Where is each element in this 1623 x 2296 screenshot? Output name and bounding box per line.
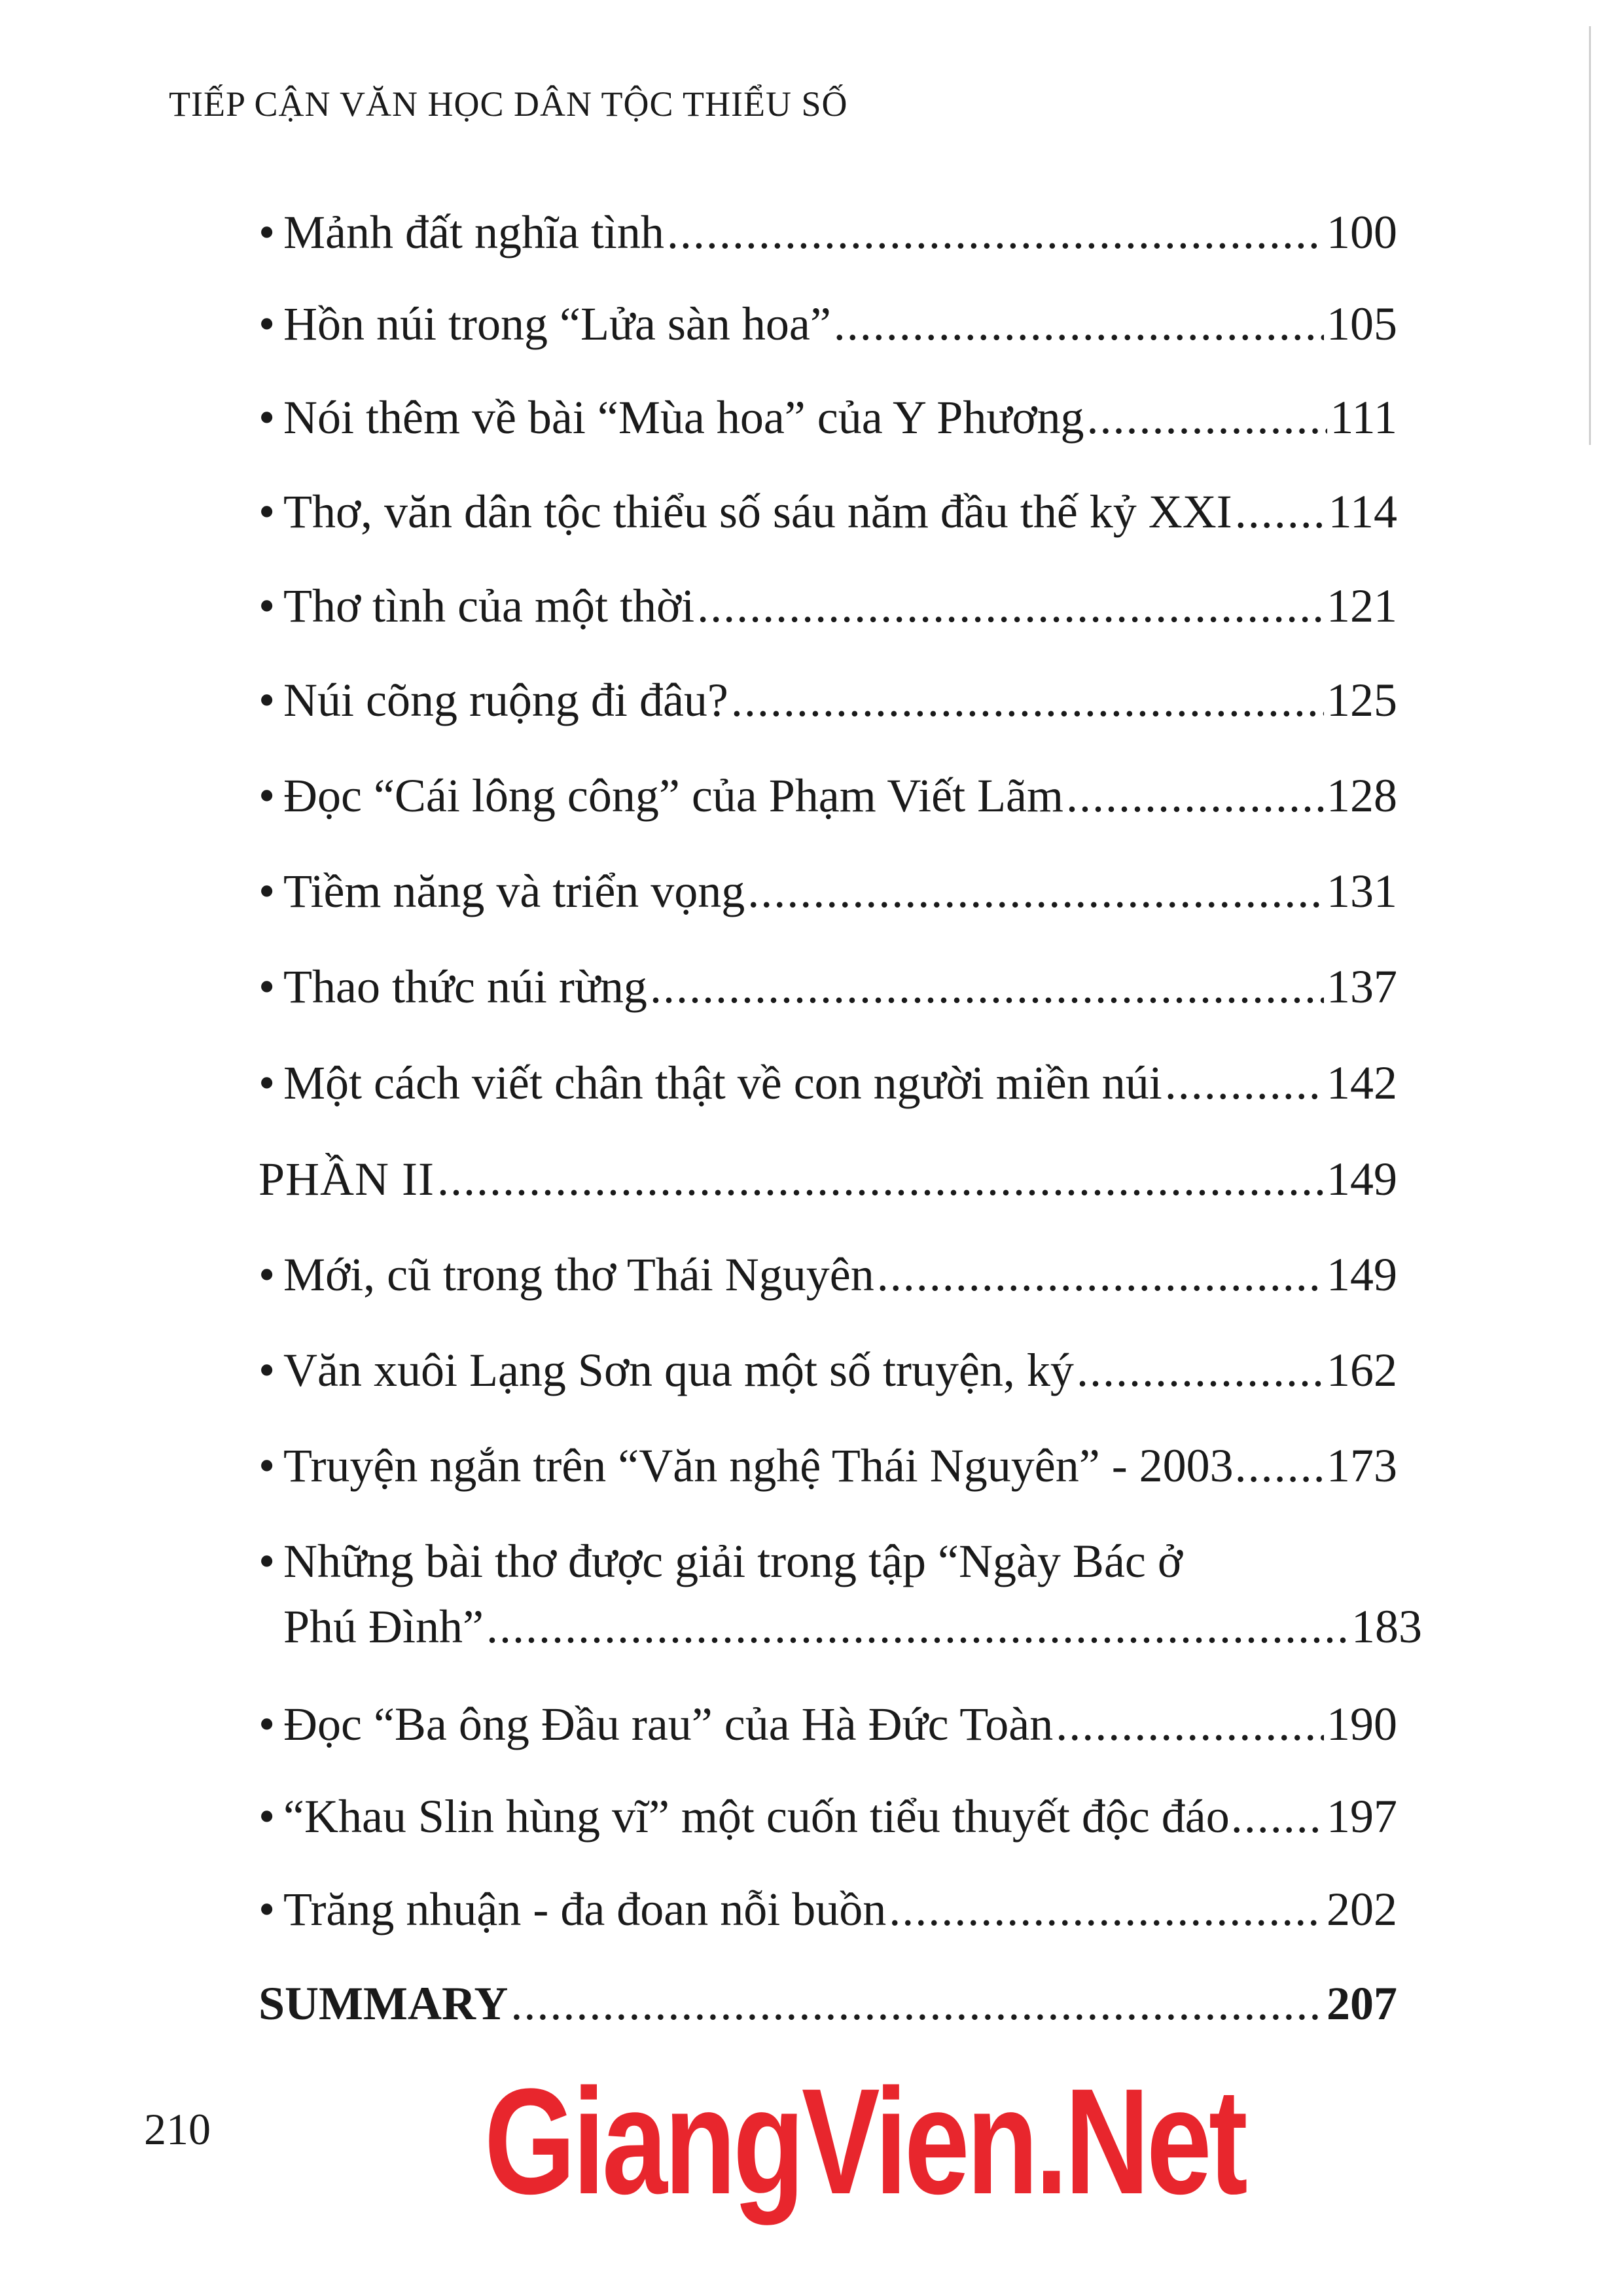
bullet: • [259, 1439, 276, 1492]
toc-entry-title: Trăng nhuận - đa đoan nỗi buồn [283, 1883, 887, 1935]
dot-leader [667, 200, 1324, 265]
toc-entry-title: Văn xuôi Lạng Sơn qua một số truyện, ký [283, 1344, 1074, 1396]
toc-entry [259, 1877, 1397, 1942]
bullet: • [259, 1790, 276, 1843]
dot-leader [697, 573, 1324, 639]
page-edge-line [1589, 26, 1591, 445]
toc-entry-title: Tiềm năng và triển vọng [283, 865, 745, 917]
toc-entry-page: 149 [1327, 1153, 1397, 1205]
bullet: • [259, 298, 276, 350]
toc-entry-page: 131 [1327, 865, 1397, 917]
dot-leader [1165, 1050, 1324, 1116]
toc-entry-title: Hồn núi trong “Lửa sàn hoa” [283, 298, 831, 350]
running-header: TIẾP CẬN VĂN HỌC DÂN TỘC THIỂU SỐ [169, 84, 848, 124]
dot-leader [747, 858, 1324, 924]
dot-leader [486, 1594, 1349, 1659]
watermark: GiangVien.Net [484, 2057, 1245, 2225]
toc-entry [259, 1784, 1397, 1849]
bullet: • [259, 961, 276, 1013]
dot-leader [1077, 1337, 1324, 1403]
toc-entry [259, 200, 1397, 265]
page-number: 210 [144, 2104, 211, 2154]
bullet: • [259, 865, 276, 917]
toc-entry-page: 105 [1327, 298, 1397, 350]
toc-entry-title: Đọc “Cái lông công” của Phạm Viết Lãm [283, 769, 1064, 822]
toc-entry-title: Nói thêm về bài “Mùa hoa” của Y Phương [283, 391, 1084, 444]
dot-leader [877, 1242, 1324, 1307]
toc-entry-page: 128 [1327, 769, 1397, 822]
bullet: • [259, 206, 276, 258]
toc-entry-title: Thơ tình của một thời [283, 580, 695, 632]
dot-leader [1235, 1433, 1325, 1498]
toc-entry [259, 291, 1397, 357]
bullet: • [259, 486, 276, 538]
toc-entry [259, 858, 1397, 924]
toc-entry-page: 137 [1327, 961, 1397, 1013]
dot-leader [834, 291, 1324, 357]
bullet: • [259, 391, 276, 444]
toc-entry-page: 114 [1328, 486, 1397, 538]
dot-leader [889, 1877, 1324, 1942]
toc-entry-title: Truyện ngắn trên “Văn nghệ Thái Nguyên” - 2003 [283, 1439, 1234, 1492]
dot-leader [650, 954, 1324, 1019]
toc-entry-page: 100 [1327, 206, 1397, 258]
toc-entry-page: 183 [1351, 1600, 1422, 1653]
toc-entry [259, 763, 1397, 828]
dot-leader [1235, 479, 1326, 544]
toc-summary-title: SUMMARY [259, 1977, 508, 2030]
dot-leader [731, 667, 1324, 733]
toc-entry-title-continuation: Phú Đình” [283, 1600, 484, 1653]
toc-entry-page: 111 [1330, 391, 1397, 444]
toc-entry-title: “Khau Slin hùng vĩ” một cuốn tiểu thuyết độc đáo [283, 1790, 1230, 1843]
dot-leader [1086, 385, 1327, 450]
toc-entry-page: 149 [1327, 1248, 1397, 1301]
toc-entry-title: Thao thức núi rừng [283, 961, 647, 1013]
bullet: • [259, 769, 276, 822]
toc-entry-page: 173 [1327, 1439, 1397, 1492]
bullet: • [259, 1535, 276, 1587]
toc-entry [259, 479, 1397, 544]
toc-entry-title: Một cách viết chân thật về con người miền núi [283, 1057, 1162, 1109]
toc-entry-page: 207 [1327, 1977, 1397, 2030]
toc-entry [259, 1433, 1397, 1498]
toc-section-title: PHẦN II [259, 1153, 435, 1205]
toc-entry-page: 162 [1327, 1344, 1397, 1396]
toc-entry [259, 1242, 1397, 1307]
toc-entry-title: Núi cõng ruộng đi đâu? [283, 674, 728, 726]
dot-leader [1056, 1691, 1324, 1757]
bullet: • [259, 1883, 276, 1935]
toc-entry [259, 1528, 1422, 1659]
dot-leader [1231, 1784, 1325, 1849]
toc-entry-title: Mảnh đất nghĩa tình [283, 206, 664, 258]
toc-entry [259, 954, 1397, 1019]
bullet: • [259, 674, 276, 726]
toc-entry-title: Những bài thơ được giải trong tập “Ngày Bác ở [283, 1535, 1183, 1587]
bullet: • [259, 580, 276, 632]
dot-leader [510, 1971, 1324, 2036]
toc-entry [259, 385, 1397, 450]
toc-summary-entry [259, 1971, 1397, 2036]
toc-entry-page: 125 [1327, 674, 1397, 726]
toc-section-heading [259, 1146, 1397, 1212]
dot-leader [1066, 763, 1324, 828]
toc-entry [259, 573, 1397, 639]
toc-entry-page: 142 [1327, 1057, 1397, 1109]
toc-entry-title: Đọc “Ba ông Đầu rau” của Hà Đức Toàn [283, 1698, 1054, 1750]
toc-entry [259, 1337, 1397, 1403]
bullet: • [259, 1248, 276, 1301]
toc-entry-title: Mới, cũ trong thơ Thái Nguyên [283, 1248, 874, 1301]
bullet: • [259, 1698, 276, 1750]
toc-entry-page: 190 [1327, 1698, 1397, 1750]
toc-entry-page: 202 [1327, 1883, 1397, 1935]
toc-entry-page: 197 [1327, 1790, 1397, 1843]
toc-entry [259, 1050, 1397, 1116]
dot-leader [437, 1146, 1324, 1212]
toc-entry [259, 1691, 1397, 1757]
toc-entry [259, 667, 1397, 733]
toc-entry-title: Thơ, văn dân tộc thiểu số sáu năm đầu thế kỷ XXI [283, 486, 1232, 538]
toc-entry-page: 121 [1327, 580, 1397, 632]
bullet: • [259, 1057, 276, 1109]
bullet: • [259, 1344, 276, 1396]
